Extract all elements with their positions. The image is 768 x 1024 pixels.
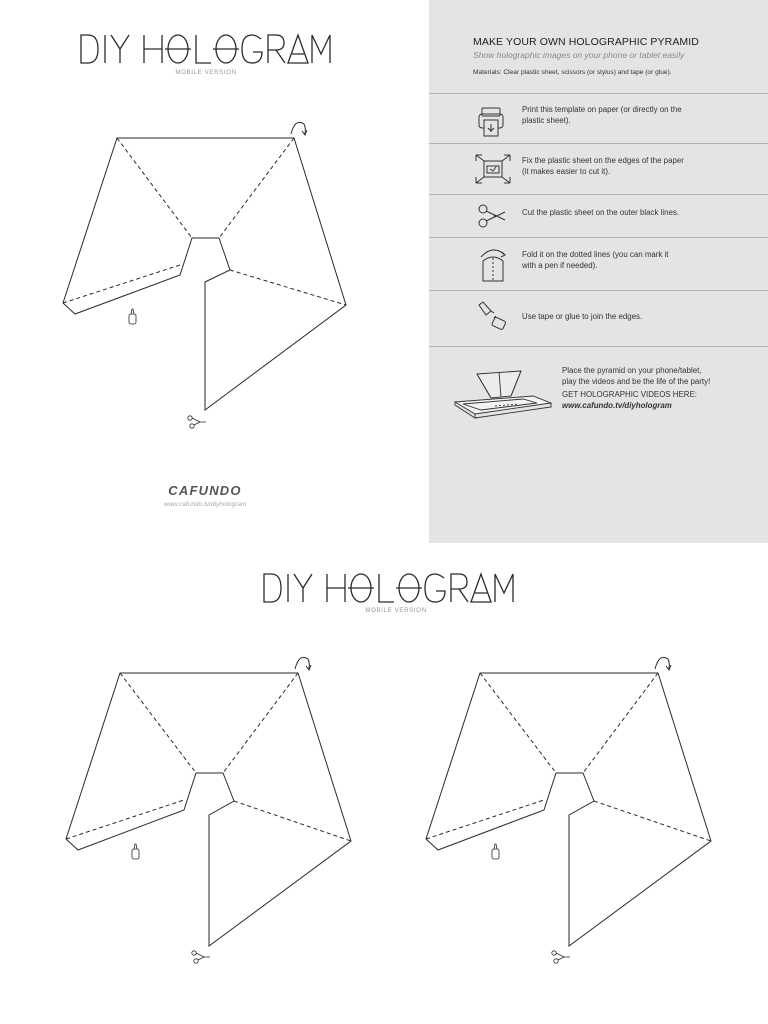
scissors-mark-icon [192,951,210,963]
panel-subheading: Show holographic images on your phone or tablet easily [473,50,685,60]
scissors-mark-icon [552,951,570,963]
step-text-line: Fix the plastic sheet on the edges of the paper [522,156,684,165]
fold-icon [473,245,513,285]
subtitle-bottom: MOBILE VERSION [365,607,427,614]
step-text-line: Cut the plastic sheet on the outer black lines. [522,208,680,217]
glue-bottle-icon [492,844,499,859]
scissors-icon [473,196,513,236]
step-cut [429,195,768,237]
step-print [429,94,768,143]
step-fold [429,238,768,290]
glue-bottle-icon [129,309,136,324]
glue-icon [473,297,513,337]
step-glue [429,291,768,346]
pyramid-template-2 [0,640,370,970]
brand-logo: CAFUNDO [168,483,242,498]
pyramid-on-phone-icon [453,366,553,424]
fix-sheet-icon [473,149,513,189]
final-cta: GET HOLOGRAPHIC VIDEOS HERE: [562,390,697,399]
subtitle-top: MOBILE VERSION [175,69,237,76]
panel-header [473,36,763,76]
step-text-line: Use tape or glue to join the edges. [522,312,643,321]
step-fix-sheet [429,144,768,194]
panel-heading: MAKE YOUR OWN HOLOGRAPHIC PYRAMID [473,36,699,48]
page-title-bottom [261,571,517,605]
printer-icon [473,100,513,140]
scissors-mark-icon [188,416,206,428]
step-text-line: Print this template on paper (or directly on the [522,105,682,114]
brand-url: www.cafundo.tv/diyhologram [163,501,247,508]
divider [429,346,768,347]
final-instructions [562,365,762,411]
step-text-line: plastic sheet). [522,115,571,125]
page-title-top [78,32,334,66]
final-line: Place the pyramid on your phone/tablet, [562,366,702,375]
step-text-line: Fold it on the dotted lines (you can mark it [522,250,669,259]
instruction-panel [429,0,768,543]
step-text-line: (it makes easier to cut it). [522,166,611,176]
final-link[interactable]: www.cafundo.tv/diyhologram [562,401,672,410]
final-line: play the videos and be the life of the party! [562,377,711,386]
pyramid-template-1 [0,110,360,440]
pyramid-template-3 [360,640,730,970]
panel-materials: Materials: Clear plastic sheet, scissors (or stylus) and tape (or glue). [473,69,672,76]
glue-bottle-icon [132,844,139,859]
step-text-line: with a pen if needed). [522,260,598,270]
